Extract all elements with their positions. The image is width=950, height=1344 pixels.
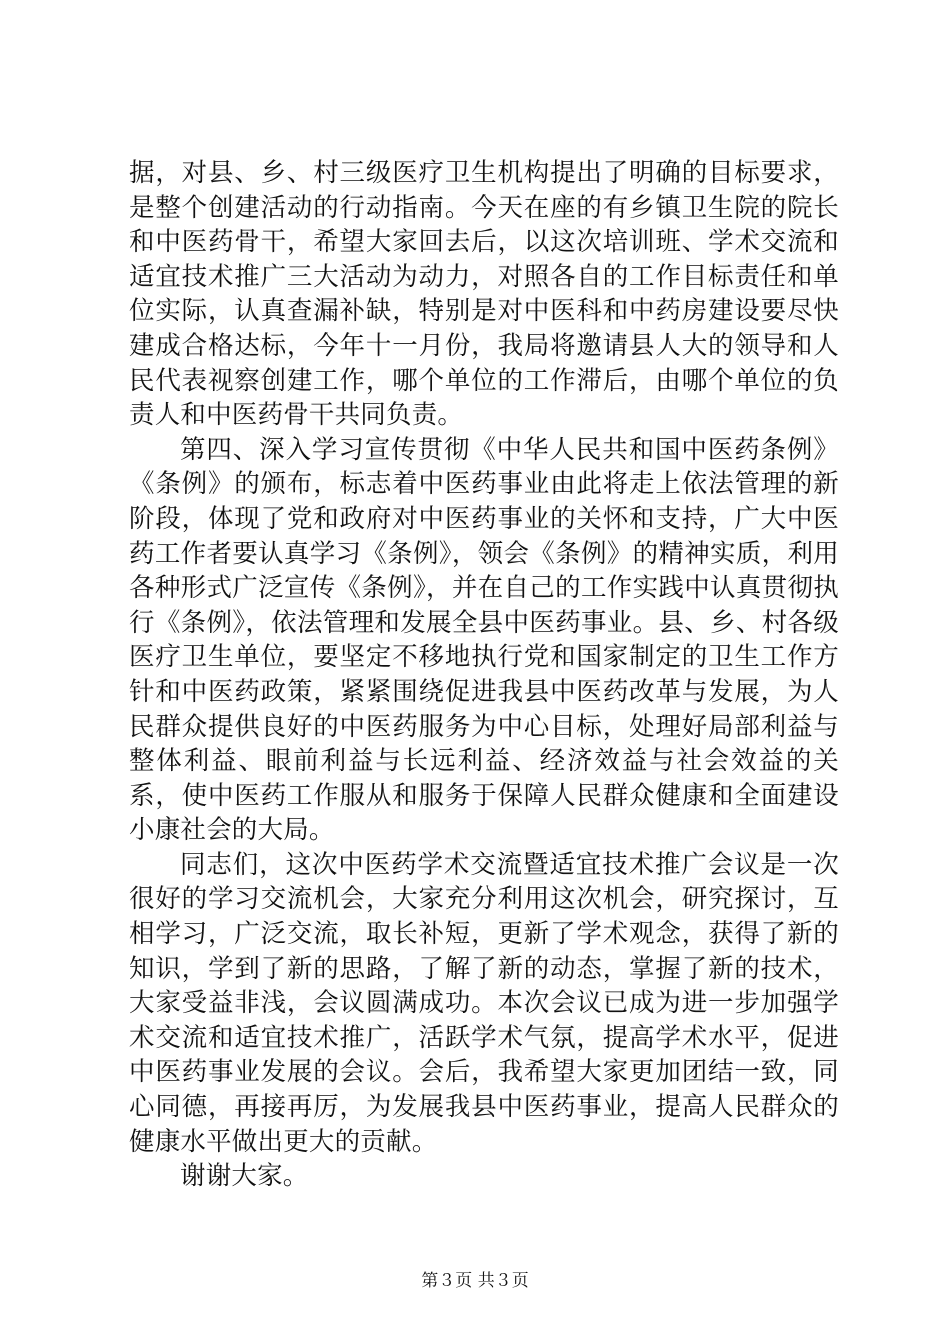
paragraph-section-four: 第四、深入学习宣传贯彻《中华人民共和国中医药条例》《条例》的颁布，标志着中医药事业由此将走上依法管理的新阶段，体现了党和政府对中医药事业的关怀和支持，广大中医药工作者要认真学习《条例》，领会《条例》的精神实质，利用各种形式广泛宣传《条例》，并在自己的工作实践中认真贯彻执行《条例》，依法管理和发展全县中医药事业。县、乡、村各级医疗卫生单位，要坚定不移地执行党和国家制定的卫生工作方针和中医药政策，紧紧围绕促进我县中医药改革与发展，为人民群众提供良好的中医药服务为中心目标，处理好局部利益与整体利益、眼前利益与长远利益、经济效益与社会效益的关系，使中医药工作服从和服务于保障人民群众健康和全面建设小康社会的大局。 bbox=[129, 434, 839, 846]
document-body bbox=[129, 156, 839, 1194]
paragraph-closing-remarks: 同志们，这次中医药学术交流暨适宜技术推广会议是一次很好的学习交流机会，大家充分利用这次机会，研究探讨，互相学习，广泛交流，取长补短，更新了学术观念，获得了新的知识，学到了新的思路，了解了新的动态，掌握了新的技术，大家受益非浅，会议圆满成功。本次会议已成为进一步加强学术交流和适宜技术推广，活跃学术气氛，提高学术水平，促进中医药事业发展的会议。会后，我希望大家更加团结一致，同心同德，再接再厉，为发展我县中医药事业，提高人民群众的健康水平做出更大的贡献。 bbox=[129, 849, 839, 1157]
page-footer: 第３页 共３页 bbox=[421, 1271, 529, 1291]
paragraph-thanks: 谢谢大家。 bbox=[180, 1161, 309, 1192]
paragraph-continuation: 据，对县、乡、村三级医疗卫生机构提出了明确的目标要求，是整个创建活动的行动指南。今天在座的有乡镇卫生院的院长和中医药骨干，希望大家回去后，以这次培训班、学术交流和适宜技术推广三大活动为动力，对照各自的工作目标责任和单位实际，认真查漏补缺，特别是对中医科和中药房建设要尽快建成合格达标，今年十一月份，我局将邀请县人大的领导和人民代表视察创建工作，哪个单位的工作滞后，由哪个单位的负责人和中医药骨干共同负责。 bbox=[129, 158, 839, 431]
